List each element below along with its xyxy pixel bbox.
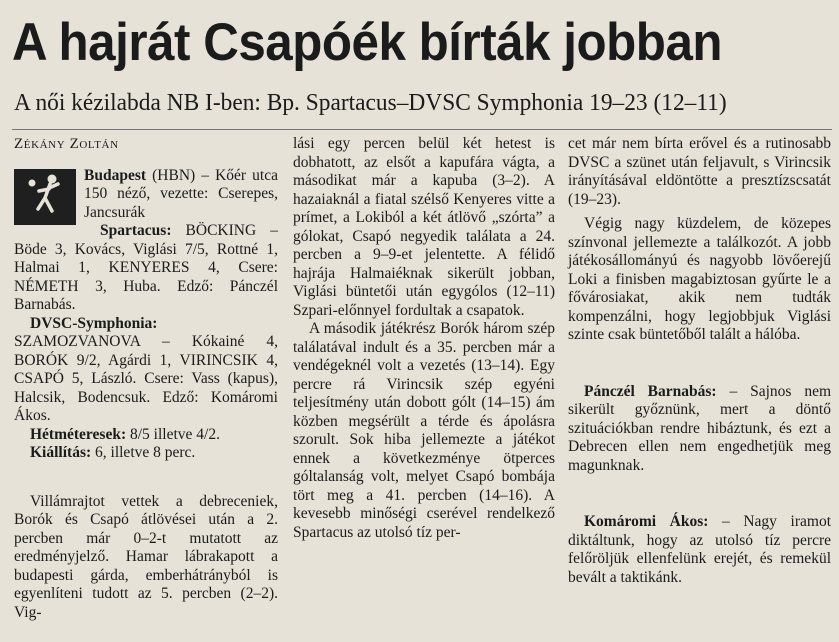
quote-coach-spartacus (568, 383, 831, 476)
exclusion-label: Kiállítás: (30, 444, 92, 461)
byline: Zékány Zoltán (14, 136, 119, 152)
column-2 (293, 135, 555, 542)
quote2-name: Komáromi Ákos: (584, 513, 709, 530)
quote1-name: Pánczél Barnabás: (584, 382, 717, 400)
quote-coach-dvsc (568, 513, 831, 587)
quote2-text: – Nagy iramot diktáltunk, hogy az utolsó tíz percre felőröljük ellenfelünk erejét, és remekül bevált a taktikánk. (568, 513, 831, 586)
column-3 (568, 135, 831, 587)
place-text: (HBN) – Kőér utca 150 néző, vezette: Cserepes, Jancsurák (84, 166, 278, 221)
body-paragraph-3: A második játékrész Borók három szép találatával indult és a 35. percben már a vendégeknél volt a vezetés (13–14). Egy percre rá Virincsik szép egyéni teljesítmény után dobott gólt (14–15) ám közben megsérült a térde és ápolásra szorult. Sok hiba jellemezte a játékot ennek a következménye ötperces góltalanság volt, melyet Csapó bombája tört meg a 41. percben (14–16). A kevesebb minőségi cserével rendelkező Spartacus az utolsó tíz per- (293, 320, 555, 541)
team1-label: Spartacus: (100, 222, 172, 239)
quote1-text: – Sajnos nem sikerült győznünk, mert a döntő szituációkban rendre hibáztunk, és ezt a Debrecen ellen nem engedhetjük meg magunknak. (568, 382, 832, 474)
penalty-text: 8/5 illetve 4/2. (126, 425, 220, 443)
team2-lineup: SZAMOZVANOVA – Kókainé 4, BORÓK 9/2, Agárdi 1, VIRINCSIK 4, CSAPÓ 5, László. Csere: Vass (kapus), Halcsik, Bodencsuk. Edző: Komáromi Ákos. (14, 333, 278, 424)
body-paragraph-5: Végig nagy küzdelem, de közepes színvonal jellemezte a találkozót. A jobb játékosállományú és nagyobb lövőerejű Loki a finisben magabiztosan gyűrte le a fővárosiakat, akik nem tudták kompenzálni, hogy legjobbjuk Viglási szinte csak büntetőből talált a hálóba. (568, 215, 831, 343)
penalty-label: Hétméteresek: (30, 425, 127, 443)
subheadline: A női kézilabda NB I-ben: Bp. Spartacus–DVSC Symphonia 19–23 (12–11) (14, 89, 727, 116)
place-label: Budapest (84, 166, 147, 184)
body-paragraph-2: lási egy percen belül két hetest is dobhatott, az elsőt a kapufára vágta, a másodikat már a kapuba (3–2). A hazaiaknál a fiatal szélső Kenyeres vitte a prímet, a Lokiból a két átlövő „szórta” a gólokat, Csapó negyedik találata a 24. percben a 9–9-et jelentette. A félidő hajrája Halmaiéknak sikerült jobban, Viglási büntetői után egygólos (12–11) Szpari-előnnyel fordultak a csapatok. (293, 135, 555, 319)
team2-label: DVSC-Symphonia: (30, 314, 158, 332)
exclusion-text: 6, illetve 8 perc. (91, 444, 196, 461)
divider-rule (12, 129, 832, 130)
match-info (14, 167, 278, 463)
body-paragraph-4: cet már nem bírta erővel és a rutinosabb DVSC a szünet után feljavult, s Virincsik irányításával eldöntötte a presztízscsatát (19–23). (568, 135, 831, 208)
team1-lineup: BÖCKING – Böde 3, Kovács, Viglási 7/5, Rottné 1, Halmai 1, KENYERES 4, Csere: NÉMETH 3, Huba. Edző: Pánczél Barnabás. (14, 222, 278, 313)
headline: A hajrát Csapóék bírták jobban (12, 13, 723, 72)
column-1 (14, 135, 278, 622)
body-paragraph-1: Villámrajtot vettek a debreceniek, Borók és Csapó átlövései után a 2. percben már 0–2-t mutatott az eredményjelző. Hamar lábrakapott a budapesti gárda, emberhátrányból is egyenlíteni tudott az 5. percben (2–2). Vig- (14, 492, 278, 621)
handball-player-icon (14, 169, 76, 225)
